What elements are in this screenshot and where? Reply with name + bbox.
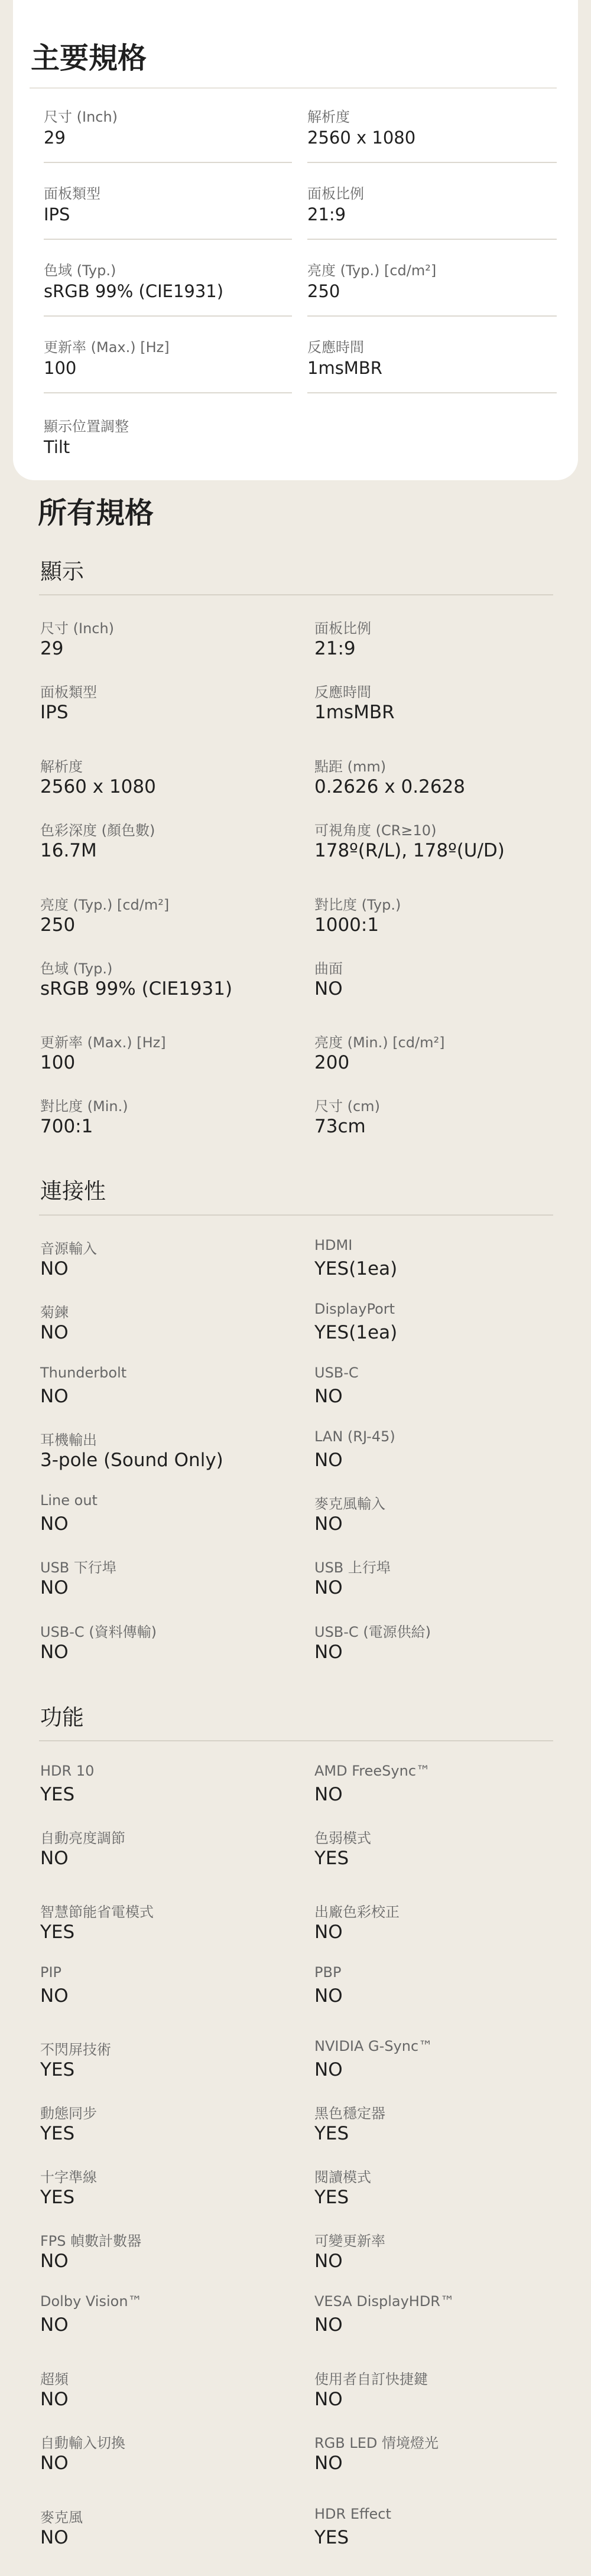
spec-value: NO — [40, 1513, 69, 1535]
spec-label: 智慧節能省電模式 — [40, 1904, 154, 1920]
divider — [44, 315, 292, 317]
spec-label: 色域 (Typ.) — [40, 960, 113, 977]
spec-value: YES(1ea) — [314, 1258, 398, 1279]
spec-value: 178º(R/L), 178º(U/D) — [314, 840, 505, 861]
spec-value: 700:1 — [40, 1116, 93, 1137]
spec-label: 面板類型 — [44, 185, 100, 202]
spec-value: NO — [314, 1450, 343, 1471]
spec-value: YES — [40, 1784, 75, 1805]
spec-label: PIP — [40, 1964, 62, 1981]
spec-label: 黑色穩定器 — [314, 2105, 385, 2122]
spec-value: sRGB 99% (CIE1931) — [44, 281, 224, 301]
spec-value: NO — [314, 1642, 343, 1663]
spec-label: 使用者自訂快捷鍵 — [314, 2371, 428, 2388]
spec-label: 面板類型 — [40, 684, 97, 701]
spec-label: 出廠色彩校正 — [314, 1904, 400, 1920]
spec-value: NO — [40, 2453, 69, 2474]
spec-value: 29 — [40, 638, 64, 659]
spec-value: NO — [40, 1848, 69, 1869]
spec-value: NO — [314, 1922, 343, 1943]
spec-label: 可視角度 (CR≥10) — [314, 822, 437, 839]
spec-label: USB-C (資料傳輸) — [40, 1624, 157, 1640]
spec-value: 3-pole (Sound Only) — [40, 1450, 223, 1471]
divider — [307, 315, 557, 317]
spec-label: 色弱模式 — [314, 1830, 371, 1846]
spec-value: 250 — [40, 914, 76, 936]
spec-label: USB 上行埠 — [314, 1559, 391, 1576]
spec-value: IPS — [44, 204, 70, 224]
spec-value: NO — [40, 1322, 69, 1343]
spec-label: 對比度 (Min.) — [40, 1098, 128, 1115]
spec-value: NO — [40, 1642, 69, 1663]
spec-label: 麥克風 — [40, 2509, 83, 2526]
spec-value: 1000:1 — [314, 914, 379, 936]
spec-label: HDR 10 — [40, 1763, 95, 1779]
spec-value: NO — [314, 1985, 343, 2007]
spec-label: 耳機輸出 — [40, 1432, 97, 1448]
spec-value: NO — [314, 2314, 343, 2336]
spec-label: 更新率 (Max.) [Hz] — [40, 1034, 166, 1051]
spec-label: 菊鍊 — [40, 1304, 69, 1321]
spec-label: 點距 (mm) — [314, 758, 387, 775]
spec-value: YES — [314, 2527, 349, 2548]
spec-value: NO — [40, 1258, 69, 1279]
spec-label: 解析度 — [40, 758, 83, 775]
spec-value: 21:9 — [307, 204, 346, 224]
spec-label: 閱讀模式 — [314, 2169, 371, 2186]
spec-value: 21:9 — [314, 638, 356, 659]
spec-label: 亮度 (Typ.) [cd/m²] — [40, 897, 170, 913]
spec-label: 尺寸 (cm) — [314, 1098, 380, 1115]
spec-value: YES(1ea) — [314, 1322, 398, 1343]
spec-value: 2560 x 1080 — [40, 776, 156, 797]
spec-label: USB-C — [314, 1364, 359, 1381]
spec-label: 面板比例 — [307, 185, 364, 202]
spec-value: YES — [40, 2187, 75, 2208]
spec-label: 曲面 — [314, 960, 343, 977]
spec-value: NO — [314, 2453, 343, 2474]
spec-value: 29 — [44, 128, 66, 148]
spec-label: HDMI — [314, 1237, 353, 1253]
spec-label: FPS 幀數計數器 — [40, 2233, 142, 2249]
spec-label: 色域 (Typ.) — [44, 262, 116, 279]
spec-label: 解析度 — [307, 109, 350, 125]
spec-label: DisplayPort — [314, 1301, 395, 1317]
divider — [44, 392, 292, 393]
spec-value: NO — [314, 1784, 343, 1805]
spec-value: NO — [40, 1985, 69, 2007]
spec-value: IPS — [40, 702, 69, 723]
spec-value: YES — [314, 1848, 349, 1869]
spec-value: 250 — [307, 281, 340, 301]
spec-value: 1msMBR — [307, 358, 382, 378]
spec-value: 2560 x 1080 — [307, 128, 416, 148]
spec-value: 100 — [44, 358, 77, 378]
spec-value: YES — [40, 1922, 75, 1943]
spec-value: YES — [40, 2123, 75, 2144]
spec-label: LAN (RJ-45) — [314, 1428, 395, 1445]
spec-label: 超頻 — [40, 2371, 69, 2388]
spec-value: NO — [314, 978, 343, 999]
divider — [307, 239, 557, 240]
divider — [39, 594, 553, 595]
spec-value: 200 — [314, 1052, 350, 1073]
spec-value: NO — [40, 2251, 69, 2272]
spec-value: 73cm — [314, 1116, 366, 1137]
spec-value: 0.2626 x 0.2628 — [314, 776, 465, 797]
divider — [44, 239, 292, 240]
spec-value: YES — [40, 2059, 75, 2080]
section-title-display: 顯示 — [40, 559, 84, 584]
spec-value: NO — [40, 1386, 69, 1407]
spec-value: NO — [40, 2314, 69, 2336]
spec-label: 亮度 (Min.) [cd/m²] — [314, 1034, 445, 1051]
spec-value: 100 — [40, 1052, 76, 1073]
spec-value: 1msMBR — [314, 702, 395, 723]
spec-label: 音源輸入 — [40, 1240, 97, 1257]
spec-value: NO — [314, 1513, 343, 1535]
spec-value: NO — [314, 1577, 343, 1598]
spec-value: sRGB 99% (CIE1931) — [40, 978, 233, 999]
divider — [44, 162, 292, 163]
spec-label: 反應時間 — [307, 339, 364, 356]
spec-label: 可變更新率 — [314, 2233, 385, 2249]
spec-label: 色彩深度 (顏色數) — [40, 822, 155, 839]
spec-label: 更新率 (Max.) [Hz] — [44, 339, 170, 356]
spec-label: 對比度 (Typ.) — [314, 897, 401, 913]
spec-value: Tilt — [44, 437, 70, 457]
spec-label: USB 下行埠 — [40, 1559, 116, 1576]
spec-label: 面板比例 — [314, 620, 371, 637]
divider — [30, 87, 557, 89]
all-specs-title: 所有規格 — [38, 496, 154, 530]
spec-label: AMD FreeSync™ — [314, 1763, 431, 1779]
spec-value: NO — [40, 2527, 69, 2548]
spec-label: 十字準線 — [40, 2169, 97, 2186]
divider — [307, 162, 557, 163]
spec-value: YES — [314, 2187, 349, 2208]
spec-label: 自動亮度調節 — [40, 1830, 125, 1846]
spec-value: YES — [314, 2123, 349, 2144]
divider — [307, 392, 557, 393]
spec-label: PBP — [314, 1964, 342, 1981]
spec-label: Thunderbolt — [40, 1364, 127, 1381]
spec-label: 反應時間 — [314, 684, 371, 701]
spec-label: USB-C (電源供給) — [314, 1624, 431, 1640]
spec-label: 顯示位置調整 — [44, 418, 129, 435]
divider — [39, 1740, 553, 1741]
spec-label: Dolby Vision™ — [40, 2293, 142, 2310]
spec-label: VESA DisplayHDR™ — [314, 2293, 454, 2310]
spec-label: 尺寸 (Inch) — [40, 620, 115, 637]
spec-label: 尺寸 (Inch) — [44, 109, 118, 125]
key-specs-title: 主要規格 — [31, 41, 147, 75]
spec-label: 麥克風輸入 — [314, 1496, 385, 1512]
divider — [39, 1214, 553, 1216]
section-title-features: 功能 — [40, 1705, 84, 1730]
spec-value: NO — [314, 2059, 343, 2080]
spec-label: 亮度 (Typ.) [cd/m²] — [307, 262, 437, 279]
spec-label: 自動輸入切換 — [40, 2435, 125, 2451]
spec-value: NO — [40, 2389, 69, 2410]
spec-value: NO — [314, 1386, 343, 1407]
spec-label: 動態同步 — [40, 2105, 97, 2122]
spec-value: NO — [314, 2251, 343, 2272]
spec-value: NO — [314, 2389, 343, 2410]
spec-label: NVIDIA G-Sync™ — [314, 2038, 433, 2054]
section-title-connectivity: 連接性 — [40, 1178, 106, 1204]
spec-value: 16.7M — [40, 840, 97, 861]
spec-label: Line out — [40, 1492, 98, 1509]
spec-label: 不閃屏技術 — [40, 2041, 111, 2058]
spec-label: RGB LED 情境燈光 — [314, 2435, 439, 2451]
spec-value: NO — [40, 1577, 69, 1598]
spec-label: HDR Effect — [314, 2506, 391, 2522]
